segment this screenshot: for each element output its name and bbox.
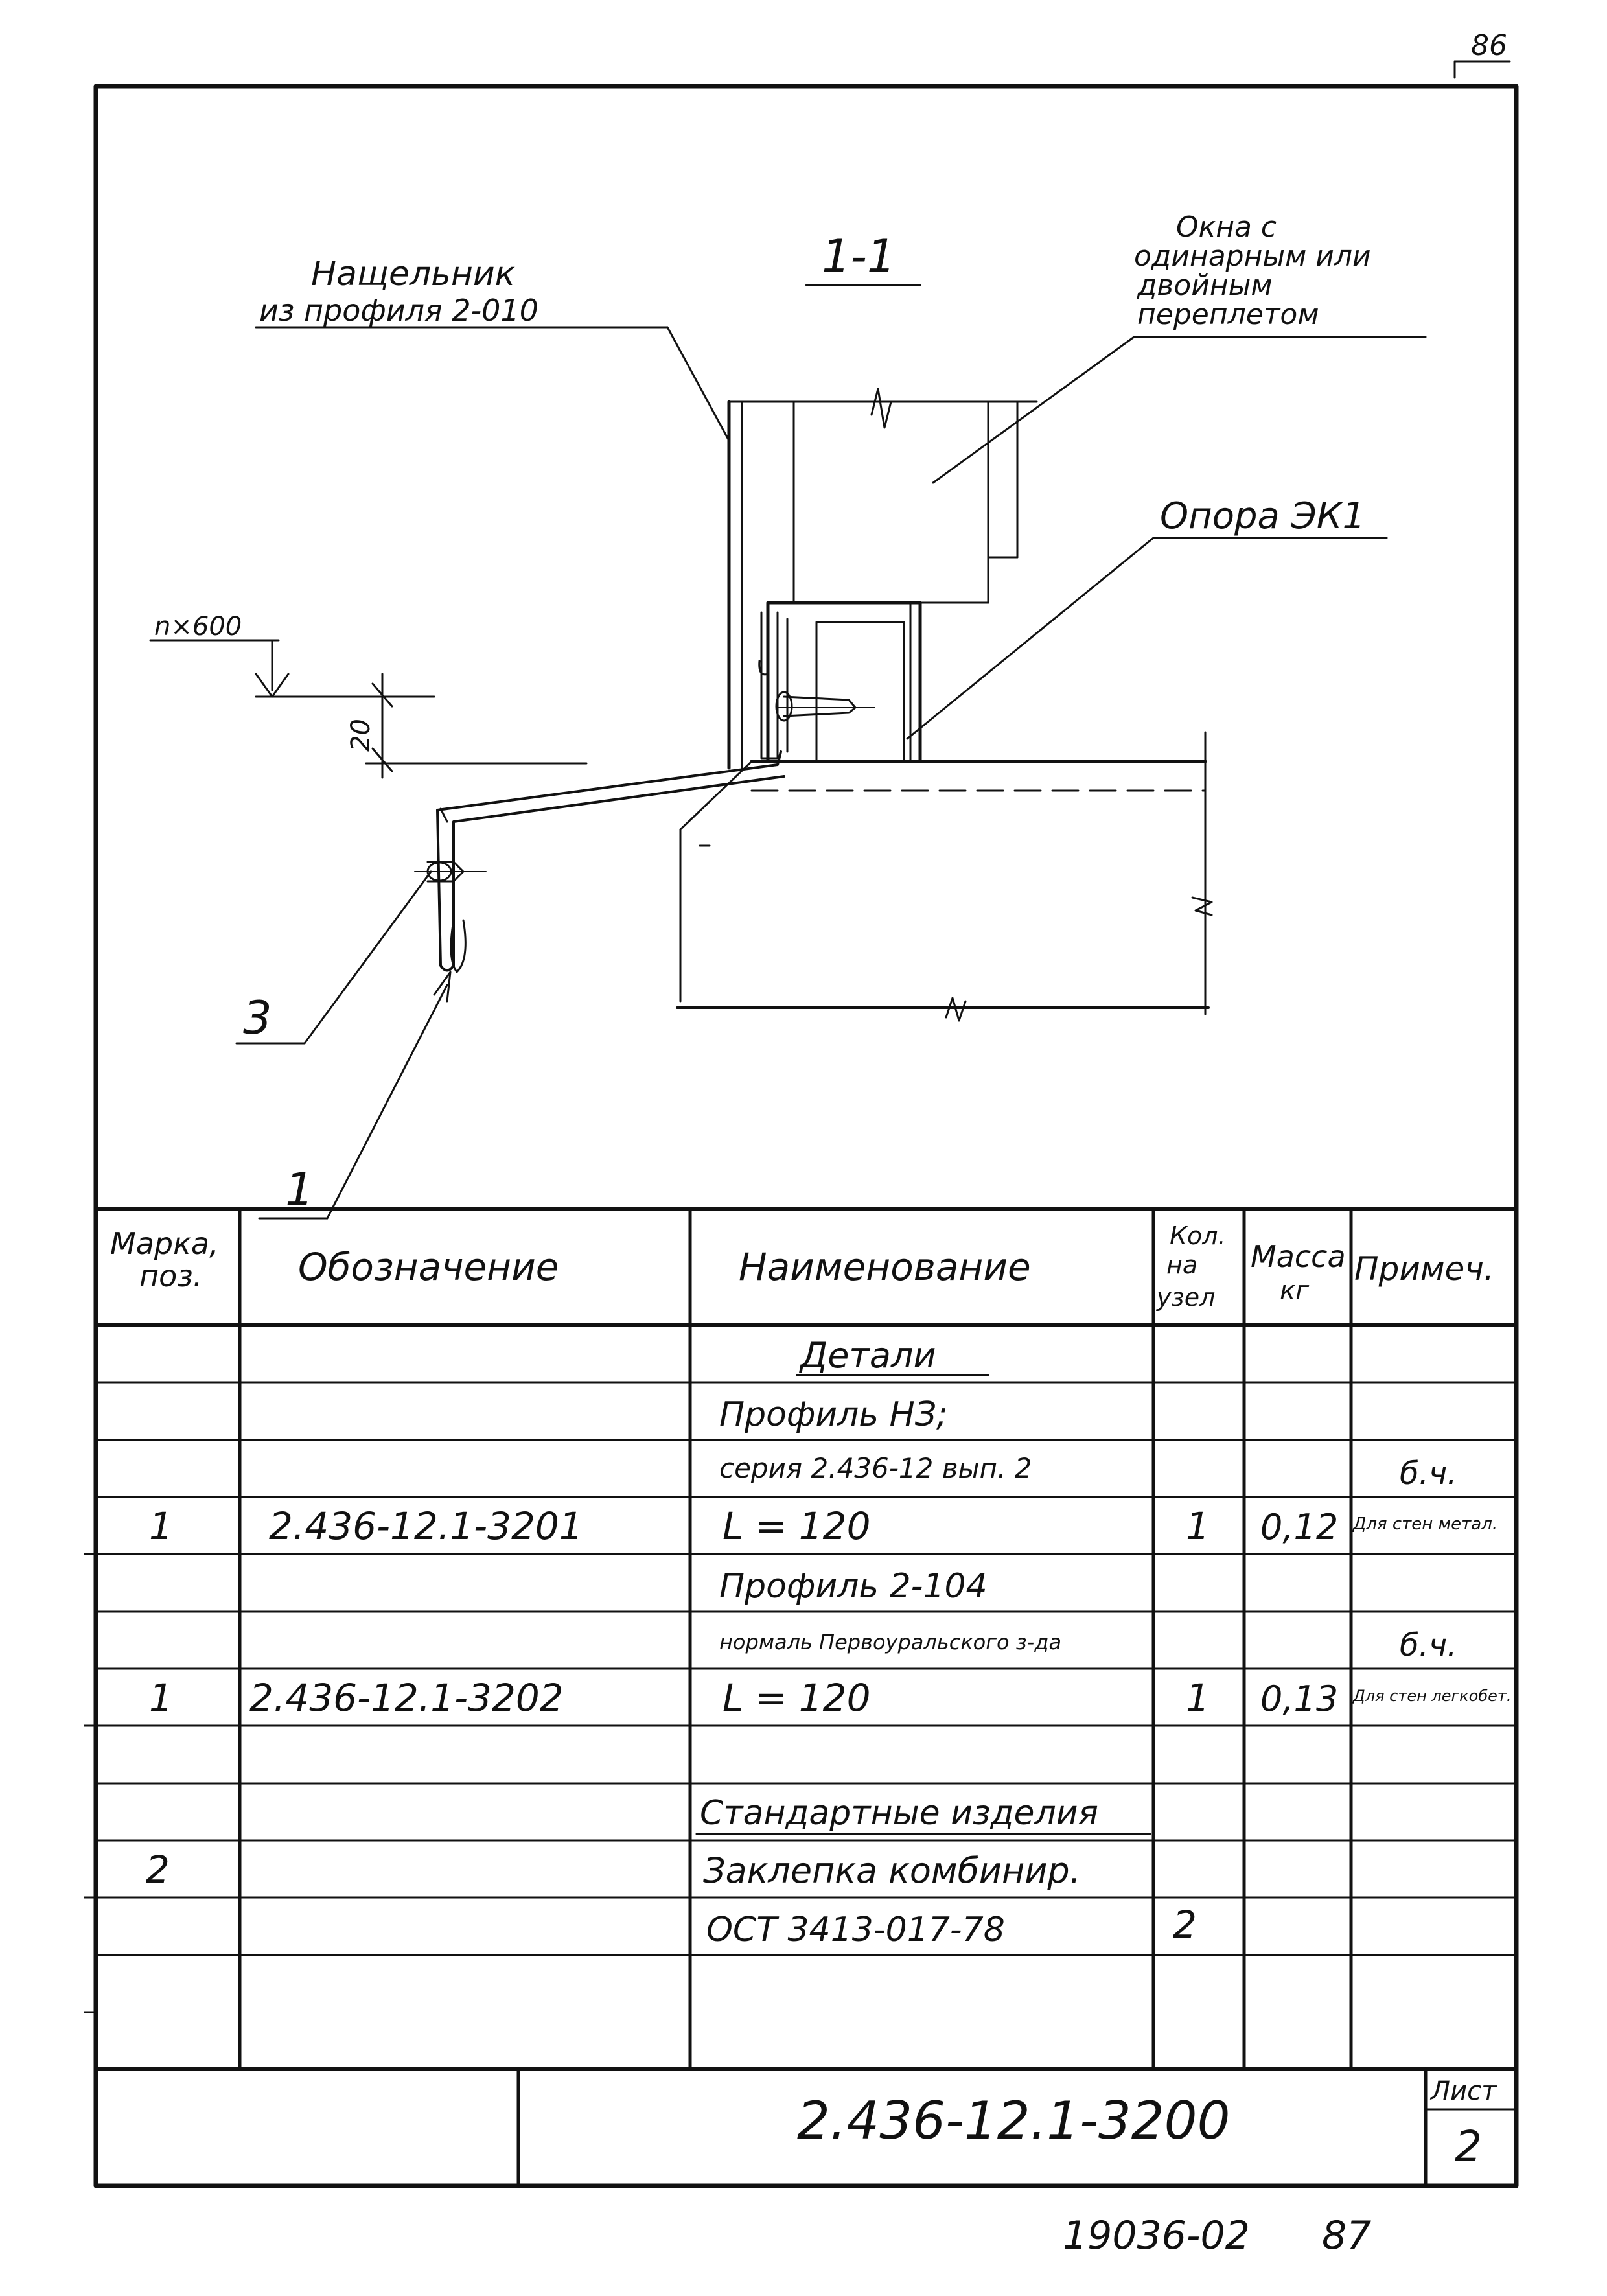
row-6-qty: 1 [1186,1676,1210,1720]
callout-window-3: двойным [1137,269,1273,302]
callout-window-4: переплетом [1137,298,1319,331]
row-1-name: Профиль НЗ; [719,1395,948,1434]
row-10-name: ОСТ 3413-017-78 [706,1910,1005,1949]
row-6-mass: 0,13 [1260,1678,1339,1719]
header-mass: Масса [1251,1239,1346,1274]
row-3-qty: 1 [1186,1504,1210,1548]
callout-nashchelnik-2: из профиля 2-010 [259,293,538,328]
row-3-note: Для стен метал. [1353,1514,1498,1534]
callout-nashchelnik-1: Нащельник [311,255,516,294]
row-3-name: L = 120 [723,1504,871,1548]
callout-pos3: 3 [243,991,272,1045]
header-name: Наименование [739,1245,1031,1289]
row-6-designation: 2.436-12.1-3202 [249,1676,564,1720]
callout-window-1: Окна с [1176,211,1277,244]
callout-pos1: 1 [285,1163,314,1216]
row-5-name: нормаль Первоуральского з-да [719,1630,1062,1654]
sheet-number: 2 [1455,2122,1482,2172]
header-mark: Марка, [110,1226,219,1261]
row-3-designation: 2.436-12.1-3201 [269,1504,583,1548]
dim-n600: n×600 [154,612,242,642]
row-3-mass: 0,12 [1260,1507,1339,1548]
row-8-name: Стандартные изделия [700,1794,1098,1833]
header-note: Примеч. [1354,1250,1494,1288]
footer-page: 87 [1322,2213,1372,2258]
header-qty: Кол. [1170,1222,1226,1250]
footer-code: 19036-02 [1063,2213,1250,2258]
sheet-label: Лист [1431,2076,1497,2106]
header-designation: Обозначение [298,1245,559,1289]
section-drawing [150,211,1426,1218]
callout-support: Опора ЭК1 [1160,495,1366,537]
title-block [96,2069,1516,2186]
row-3-mark: 1 [149,1504,173,1548]
row-4-name: Профиль 2-104 [719,1567,988,1606]
document-code: 2.436-12.1-3200 [797,2091,1231,2151]
spec-table [84,1209,1516,2069]
row-9-mark: 2 [146,1848,170,1892]
callout-window-2: одинарным или [1134,240,1371,273]
row-2-note: б.ч. [1400,1455,1457,1492]
row-6-name: L = 120 [723,1676,871,1720]
row-0-name: Детали [800,1335,936,1376]
row-10-qty: 2 [1173,1903,1197,1947]
row-2-name: серия 2.436-12 вып. 2 [719,1452,1032,1484]
page-number: 86 [1471,29,1507,62]
section-label: 1-1 [822,230,896,283]
row-5-note: б.ч. [1400,1627,1457,1664]
header-mark-2: поз. [139,1258,203,1293]
dim-20: 20 [346,719,376,752]
row-6-note: Для стен легкобет. [1353,1687,1512,1705]
header-qty-2: на [1166,1251,1198,1279]
row-9-name: Заклепка комбинир. [703,1850,1081,1891]
row-6-mark: 1 [149,1676,173,1720]
header-mass-2: кг [1280,1276,1310,1306]
header-qty-3: узел [1157,1283,1216,1312]
